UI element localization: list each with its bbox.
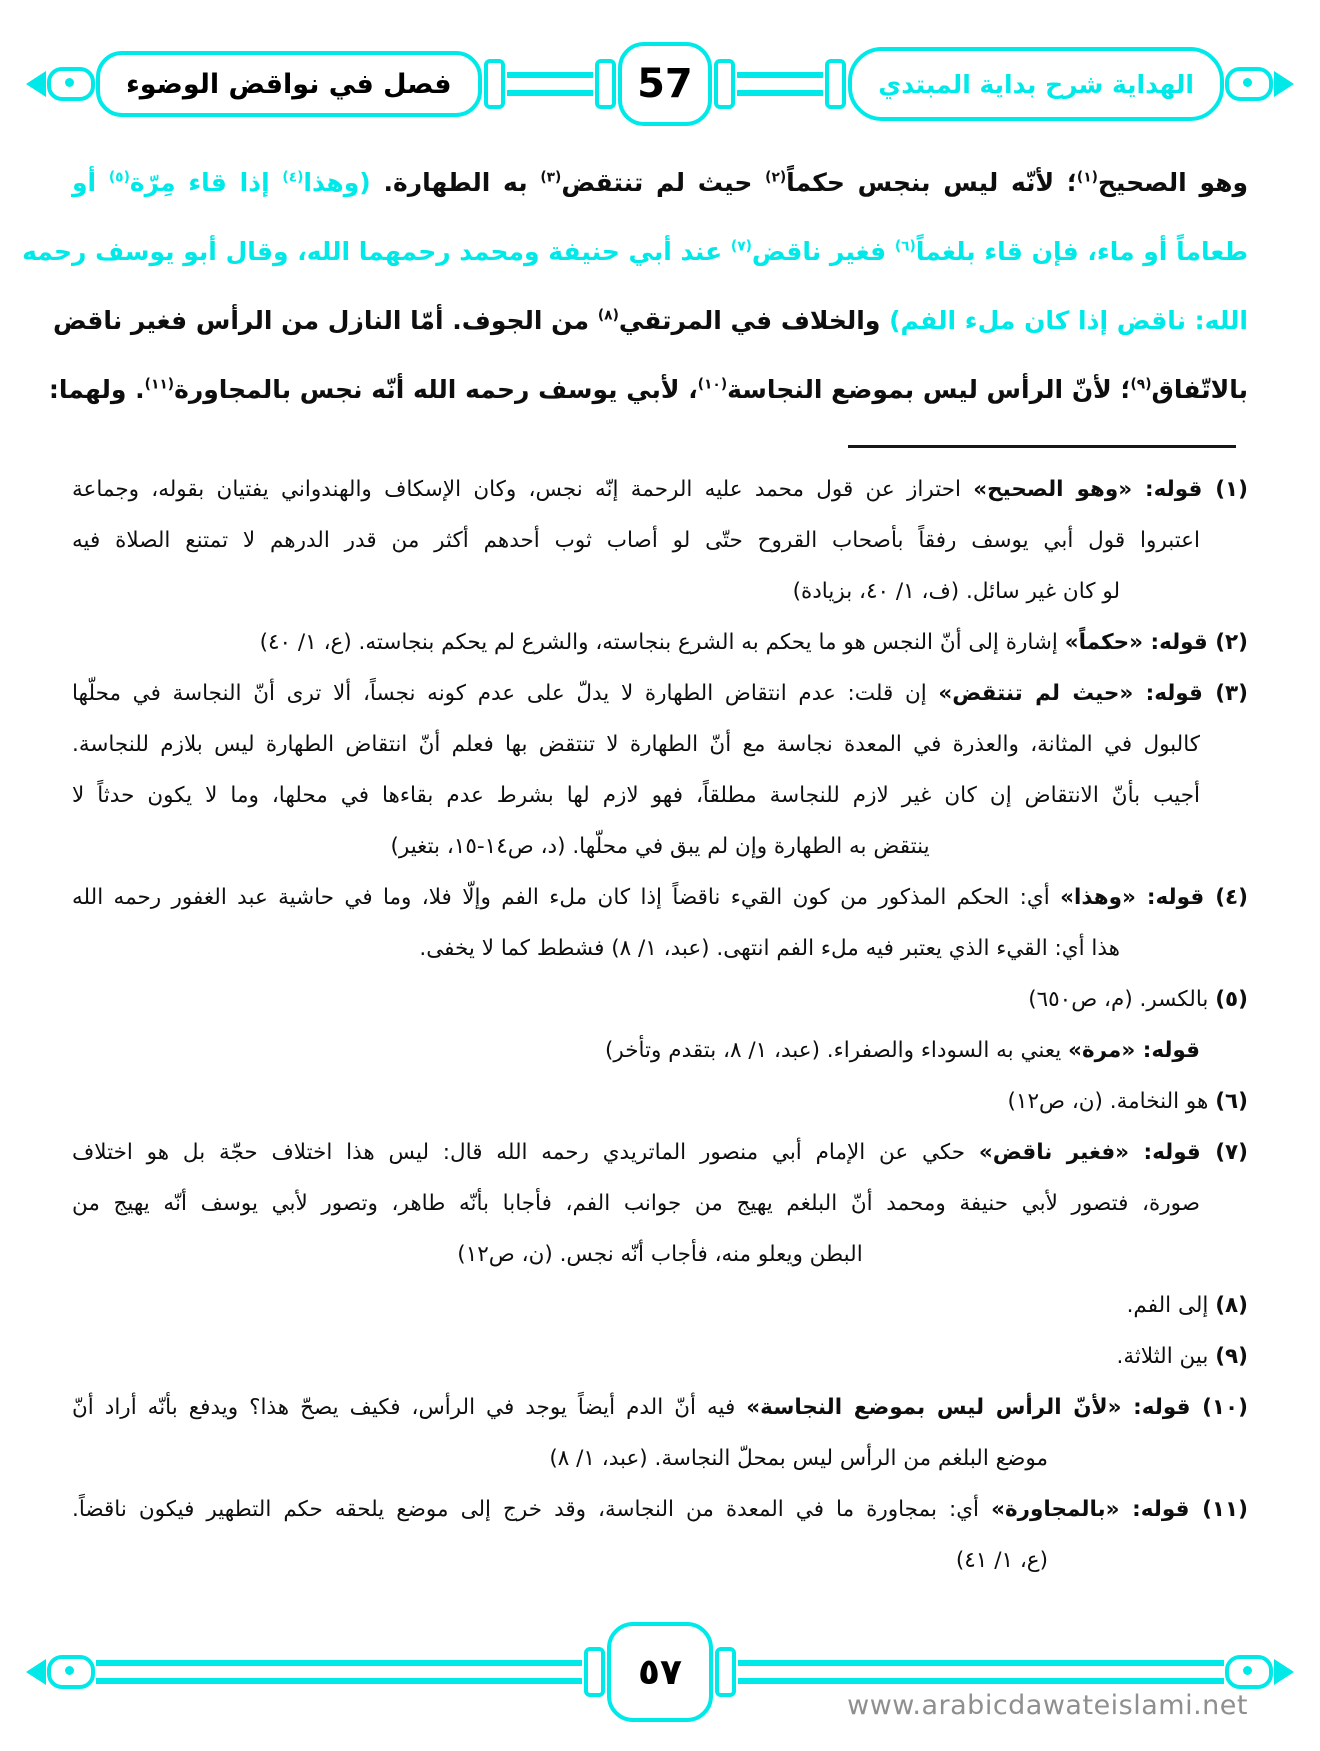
footnote: [72, 1382, 1248, 1484]
text-segment: ؛ لأنّ الرأس ليس بموضع النجاسة: [727, 375, 1131, 404]
text-segment: عند أبي حنيفة ومحمد رحمهما الله، وقال أبو يوسف رحمه: [22, 237, 731, 266]
footnote-marker: (١١): [144, 376, 175, 393]
text-segment: طعاماً أو ماء، فإن قاء بلغماً: [915, 237, 1248, 266]
header-rail-right: [737, 72, 823, 96]
text-segment: فيه أنّ الدم أيضاً يوجد في الرأس، فكيف يصحّ هذا؟ ويدفع بأنّه أراد أنّ: [72, 1395, 747, 1420]
footnote-line: [72, 1178, 1248, 1229]
text-segment: بالكسر. (م، ص٦٥٠): [1028, 987, 1216, 1012]
footnote-line: [72, 1280, 1248, 1331]
text-segment: احتراز عن قول محمد عليه الرحمة إنّه نجس، وكان الإسكاف والهندواني يفتيان بقوله، وجماعة: [72, 477, 974, 502]
text-segment: يعني به السوداء والصفراء. (عبد، ١/ ٨، بتقدم وتأخر): [604, 1038, 1069, 1063]
text-segment: لو كان غير سائل. (ف، ١/ ٤٠، بزيادة): [792, 579, 1120, 604]
footer-rail-left: [96, 1660, 582, 1684]
text-segment: إلى الفم.: [1126, 1293, 1216, 1318]
footnote-marker: (٥): [108, 169, 130, 186]
header-fitting-icon: [595, 59, 616, 109]
footnote-marker: (١٠): [697, 376, 728, 393]
footer-page-number: ٥٧: [638, 1651, 682, 1693]
text-segment: (٤) قوله: «وهذا»: [1060, 885, 1248, 910]
footnote-line: [72, 1025, 1248, 1076]
text-segment: ، لأبي يوسف رحمه الله أنّه نجس بالمجاورة: [174, 375, 698, 404]
text-segment: بين الثلاثة.: [1116, 1344, 1216, 1369]
header-fitting-icon: [484, 59, 505, 109]
footnote-line: [72, 566, 1248, 617]
footnote-line: [72, 1484, 1248, 1535]
header-right-arrow-icon: [1274, 71, 1294, 97]
header-left-arrow-icon: [26, 71, 46, 97]
text-segment: حكي عن الإمام أبي منصور الماتريدي رحمه الله قال: ليس هذا اختلاف حجّة بل هو اختلاف: [72, 1140, 979, 1165]
matn-line: [72, 148, 1248, 217]
book-title-cartouche: [848, 47, 1224, 121]
text-segment: كالبول في المثانة، والعذرة في المعدة نجاسة مع أنّ الطهارة لا تنتقض بها فعلم أنّ انتقاض الطهارة ليس بلازم للنجاسة.: [72, 732, 1200, 757]
footer-left-arrow-icon: [26, 1659, 46, 1685]
footnote: [72, 1331, 1248, 1382]
text-segment: اعتبروا قول أبي يوسف رفقاً بأصحاب القروح حتّى لو أصاب ثوب أحدهم أكثر من قدر الدرهم لا تمتنع الصلاة فيه: [72, 528, 1200, 553]
footnote-line: [72, 974, 1248, 1025]
footnote-line: [72, 1382, 1248, 1433]
text-segment: أي: بمجاورة ما في المعدة من النجاسة، وقد خرج إلى موضع يلحقه حكم التطهير فيكون ناقضاً.: [72, 1497, 992, 1522]
text-segment: موضع البلغم من الرأس ليس بمحلّ النجاسة. (عبد، ١/ ٨): [549, 1446, 1048, 1471]
footnote-marker: (٦): [894, 238, 916, 255]
text-segment: (ع، ١/ ٤١): [955, 1548, 1048, 1573]
footnote-line: [72, 1229, 1248, 1280]
text-segment: (٨): [1215, 1293, 1248, 1318]
text-segment: من الجوف. أمّا النازل من الرأس فغير ناقض: [52, 306, 598, 335]
main-text: [22, 148, 1249, 424]
header-fitting-icon: [714, 59, 735, 109]
text-segment: الله: ناقض إذا كان ملء الفم): [889, 306, 1248, 335]
text-segment: والخلاف في المرتقي: [618, 306, 890, 335]
text-segment: (٣) قوله: «حيث لم تنتقض»: [938, 681, 1248, 706]
text-segment: صورة، فتصور لأبي حنيفة ومحمد أنّ البلغم يهيج من جوانب الفم، فأجابا بأنّه طاهر، وتصور لأبي يوسف أنّه يهيج من: [72, 1191, 1200, 1216]
page-number-badge: [618, 42, 712, 126]
text-segment: بالاتّفاق: [1151, 375, 1248, 404]
footnote-separator: [848, 445, 1236, 448]
footer-page-number-badge: [607, 1622, 713, 1722]
text-segment: هو النخامة. (ن، ص١٢): [1007, 1089, 1216, 1114]
text-segment: إشارة إلى أنّ النجس هو ما يحكم به الشرع بنجاسته، والشرع لم يحكم بنجاسته. (ع، ١/ ٤٠): [259, 630, 1065, 655]
footnote-marker: (٩): [1130, 376, 1152, 393]
text-segment: فغير ناقض: [751, 237, 895, 266]
footnote: [72, 872, 1248, 974]
text-segment: (٥): [1215, 987, 1248, 1012]
footnote-line: [72, 1331, 1248, 1382]
chapter-title: فصل في نواقض الوضوء: [126, 68, 452, 100]
footnote-marker: (١): [1076, 169, 1098, 186]
text-segment: ينتقض به الطهارة وإن لم يبق في محلّها. (د، ص١٤-١٥، بتغير): [390, 834, 930, 859]
footnote-marker: (٣): [540, 169, 562, 186]
text-segment: (وهذا: [303, 168, 371, 197]
footnote: [72, 1127, 1248, 1280]
footnotes-block: [72, 464, 1248, 1586]
footnote-line: [72, 1127, 1248, 1178]
footnote-line: [72, 464, 1248, 515]
text-segment: أو: [72, 168, 109, 197]
footnote-line: [72, 617, 1248, 668]
footnote-line: [72, 821, 1248, 872]
text-segment: (٩): [1215, 1344, 1248, 1369]
header-fitting-icon: [825, 59, 846, 109]
text-segment: به الطهارة.: [370, 168, 541, 197]
footnote: [72, 1484, 1248, 1586]
footnote: [72, 464, 1248, 617]
header-left-hilt-ornament-icon: [47, 67, 95, 101]
footnote-line: [72, 668, 1248, 719]
text-segment: حيث لم تنتقض: [561, 168, 766, 197]
text-segment: وهو الصحيح: [1097, 168, 1249, 197]
footnote: [72, 1076, 1248, 1127]
footnote: [72, 1280, 1248, 1331]
header-right-hilt-ornament-icon: [1225, 67, 1273, 101]
website-url: www.arabicdawateislami.net: [847, 1690, 1248, 1721]
chapter-title-cartouche: [96, 51, 482, 117]
footnote-marker: (٨): [597, 307, 619, 324]
footer-rail-right: [738, 1660, 1224, 1684]
footnote-marker: (٢): [765, 169, 787, 186]
text-segment: إذا قاء مِرّة: [129, 168, 283, 197]
text-segment: أي: الحكم المذكور من كون القيء ناقضاً إذا كان ملء الفم وإلّا فلا، وما في حاشية عبد الغفور رحمه الله: [72, 885, 1061, 910]
text-segment: البطن ويعلو منه، فأجاب أنّه نجس. (ن، ص١٢): [457, 1242, 863, 1267]
text-segment: (١٠) قوله: «لأنّ الرأس ليس بموضع النجاسة»: [746, 1395, 1248, 1420]
text-segment: هذا أي: القيء الذي يعتبر فيه ملء الفم انتهى. (عبد، ١/ ٨) فشطط كما لا يخفى.: [419, 936, 1120, 961]
matn-line: [48, 355, 1248, 424]
footnote-line: [72, 1433, 1248, 1484]
footnote-line: [72, 1076, 1248, 1127]
text-segment: قوله: «مرة»: [1068, 1038, 1200, 1063]
matn-line: [22, 217, 1248, 286]
text-segment: ؛ لأنّه ليس بنجس حكماً: [786, 168, 1077, 197]
footnote-line: [72, 515, 1248, 566]
footnote-line: [72, 923, 1248, 974]
book-title: الهداية شرح بداية المبتدي: [878, 69, 1194, 99]
footnote: [72, 974, 1248, 1076]
matn-line: [52, 286, 1248, 355]
footer-fitting-icon: [715, 1647, 736, 1697]
text-segment: أجيب بأنّ الانتقاض إن كان غير لازم للنجاسة مطلقاً، فهو لازم لها بشرط عدم بقاءها في محلها، وما لا يكون حدثاً لا: [72, 783, 1200, 808]
footnote-line: [72, 872, 1248, 923]
footnote-marker: (٤): [282, 169, 304, 186]
footnote-line: [72, 719, 1248, 770]
text-segment: . ولهما:: [48, 375, 145, 404]
text-segment: (١١) قوله: «بالمجاورة»: [991, 1497, 1248, 1522]
footnote-line: [72, 770, 1248, 821]
footer-right-arrow-icon: [1274, 1659, 1294, 1685]
footnote: [72, 617, 1248, 668]
footer-left-hilt-ornament-icon: [47, 1655, 95, 1689]
text-segment: إن قلت: عدم انتقاض الطهارة لا يدلّ على عدم كونه نجساً، ألا ترى أنّ النجاسة في محلّها: [72, 681, 939, 706]
header-rail-left: [507, 72, 593, 96]
text-segment: (٧) قوله: «فغير ناقض»: [978, 1140, 1248, 1165]
footer-right-hilt-ornament-icon: [1225, 1655, 1273, 1689]
footer-fitting-icon: [584, 1647, 605, 1697]
footnote-line: [72, 1535, 1248, 1586]
page-number: 57: [637, 61, 693, 107]
footnote-marker: (٧): [730, 238, 752, 255]
footnote: [72, 668, 1248, 872]
text-segment: (٢) قوله: «حكماً»: [1064, 630, 1248, 655]
text-segment: (١) قوله: «وهو الصحيح»: [973, 477, 1248, 502]
page-header: [26, 42, 1294, 126]
text-segment: (٦): [1215, 1089, 1248, 1114]
